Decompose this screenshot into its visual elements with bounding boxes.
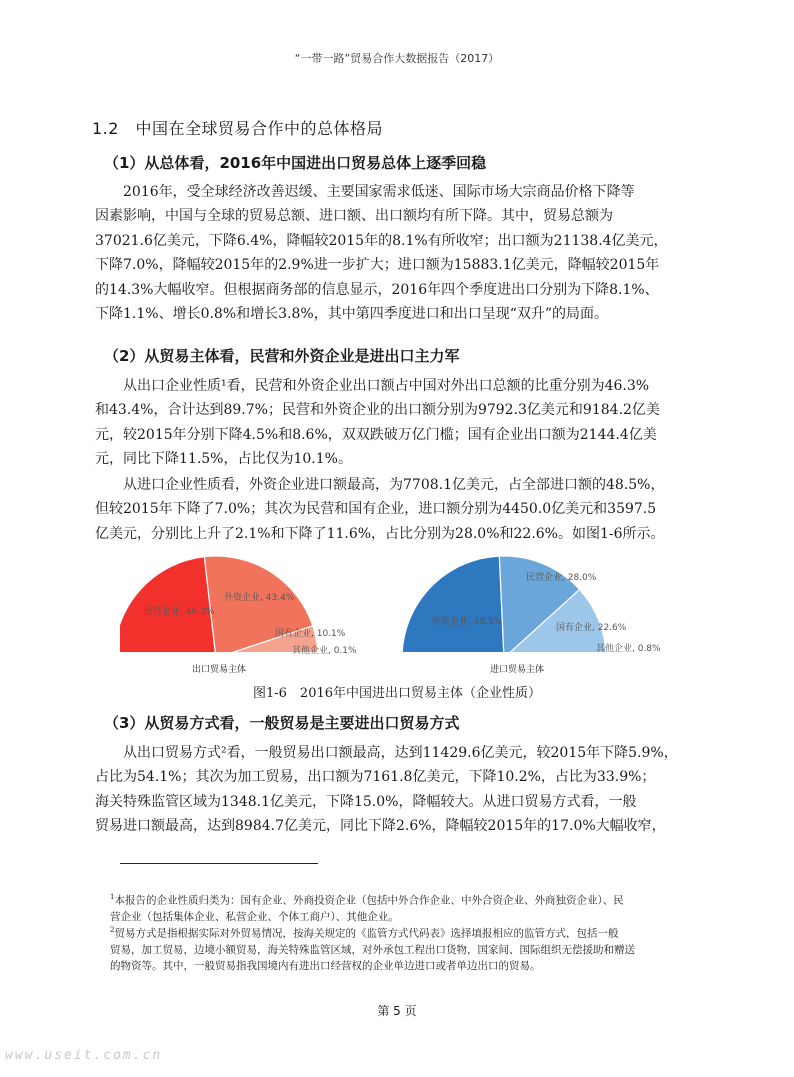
text-line: 亿美元，分别比上升了2.1%和下降了11.6%，占比分别为28.0%和22.6%。如图1-6所示。 bbox=[95, 525, 665, 542]
text-line: 从进口企业性质看，外资企业进口额最高，为7708.1亿美元，占全部进口额的48.5%， bbox=[123, 477, 665, 493]
footnote-text: 的物资等。其中，一般贸易指我国境内有进出口经营权的企业单边进口或者单边出口的贸易。 bbox=[110, 959, 541, 972]
paragraph-2 bbox=[95, 374, 700, 472]
slice-label: 其他企业, 0.8% bbox=[596, 644, 661, 654]
slice-label: 民营企业, 28.0% bbox=[526, 573, 597, 583]
pie-slice bbox=[504, 655, 606, 658]
figure-caption: 图1-6 2016年中国进出口贸易主体（企业性质） bbox=[252, 686, 542, 701]
slice-label: 民营企业, 46.3% bbox=[144, 607, 215, 617]
figure-1-6-charts bbox=[120, 556, 680, 676]
pie-slice bbox=[402, 556, 504, 658]
text-line: 贸易进口额最高，达到8984.7亿美元，同比下降2.6%，降幅较2015年的17.0%大幅收窄， bbox=[95, 818, 666, 835]
text-line: 和43.4%，合计达到89.7%；民营和外资企业的出口额分别为9792.3亿美元和9184.2亿美 bbox=[95, 402, 660, 419]
slice-label: 外资企业, 48.5% bbox=[432, 617, 503, 627]
subheading-2: （2）从贸易主体看，民营和外资企业是进出口主力军 bbox=[104, 347, 460, 365]
text-line: 的14.3%大幅收窄。但根据商务部的信息显示，2016年四个季度进出口分别为下降8.1%、 bbox=[95, 281, 659, 298]
text-line: 因素影响，中国与全球的贸易总额、进口额、出口额均有所下降。其中，贸易总额为 bbox=[95, 208, 613, 225]
slice-label: 外资企业, 43.4% bbox=[224, 593, 295, 603]
running-header: “一带一路”贸易合作大数据报告（2017） bbox=[294, 52, 500, 65]
footnote-text: 本报告的企业性质归类为：国有企业、外商投资企业（包括中外合作企业、中外合资企业、外商独资企业）、民 bbox=[114, 894, 624, 907]
footnote-marker: 2 bbox=[110, 926, 115, 934]
text-line: 但较2015年下降了7.0%；其次为民营和国有企业，进口额分别为4450.0亿美元和3597.5 bbox=[95, 501, 657, 518]
paragraph-4 bbox=[95, 741, 700, 839]
section-title: 1.2 中国在全球贸易合作中的总体格局 bbox=[92, 119, 383, 138]
subheading-1: （1）从总体看，2016年中国进出口贸易总体上逐季回稳 bbox=[104, 154, 487, 172]
footnote-text: 贸易，加工贸易，边境小额贸易，海关特殊监管区域，对外承包工程出口货物，国家间、国际组织无偿援助和赠送 bbox=[110, 943, 635, 956]
text-line: 元，同比下降11.5%，占比仅为10.1%。 bbox=[95, 451, 352, 468]
text-line: 元，较2015年分别下降4.5%和8.6%，双双跌破万亿门槛；国有企业出口额为2144.4亿美 bbox=[95, 426, 657, 443]
slice-label: 其他企业, 0.1% bbox=[292, 646, 357, 656]
text-line: 下降1.1%、增长0.8%和增长3.8%，其中第四季度进口和出口呈现“双升”的局面。 bbox=[95, 306, 609, 323]
export-chart-title: 出口贸易主体 bbox=[192, 665, 247, 675]
text-line: 从出口贸易方式²看，一般贸易出口额最高，达到11429.6亿美元，较2015年下降5.9%， bbox=[123, 745, 678, 761]
footnote-marker: 1 bbox=[110, 893, 115, 901]
text-line: 下降7.0%，降幅较2015年的2.9%进一步扩大；进口额为15883.1亿美元，降幅较2015年 bbox=[95, 257, 660, 274]
footnote-text: 贸易方式是指根据实际对外贸易情况，按海关规定的《监管方式代码表》选择填报相应的监管方式，包括一般 bbox=[114, 927, 619, 940]
footnote-2 bbox=[110, 922, 700, 974]
text-line: 海关特殊监管区域为1348.1亿美元，下降15.0%，降幅较大。从进口贸易方式看，一般 bbox=[95, 793, 637, 810]
paragraph-1 bbox=[95, 180, 700, 326]
slice-label: 国有企业, 22.6% bbox=[556, 623, 627, 633]
import-chart-title: 进口贸易主体 bbox=[490, 665, 545, 675]
watermark: www.useit.com.cn bbox=[5, 1048, 163, 1063]
text-line: 从出口企业性质¹看，民营和外资企业出口额占中国对外出口总额的比重分别为46.3% bbox=[123, 378, 650, 394]
paragraph-3 bbox=[95, 473, 700, 546]
text-line: 2016年，受全球经济改善迟缓、主要国家需求低迷、国际市场大宗商品价格下降等 bbox=[123, 184, 635, 200]
page-number: 第 5 页 bbox=[377, 1004, 417, 1018]
footnote-1 bbox=[110, 889, 700, 925]
footnote-divider bbox=[120, 863, 318, 864]
footnote-text: 营企业（包括集体企业、私营企业、个体工商户）、其他企业。 bbox=[110, 910, 399, 923]
text-line: 占比为54.1%；其次为加工贸易，出口额为7161.8亿美元，下降10.2%，占比为33.9%； bbox=[95, 769, 656, 786]
import-pie bbox=[402, 556, 606, 658]
slice-label: 国有企业, 10.1% bbox=[275, 629, 346, 639]
pie-charts-svg bbox=[120, 556, 680, 676]
subheading-3: （3）从贸易方式看，一般贸易是主要进出口贸易方式 bbox=[104, 714, 460, 732]
text-line: 37021.6亿美元，下降6.4%，降幅较2015年的8.1%有所收窄；出口额为21138.4亿美元， bbox=[95, 232, 668, 249]
